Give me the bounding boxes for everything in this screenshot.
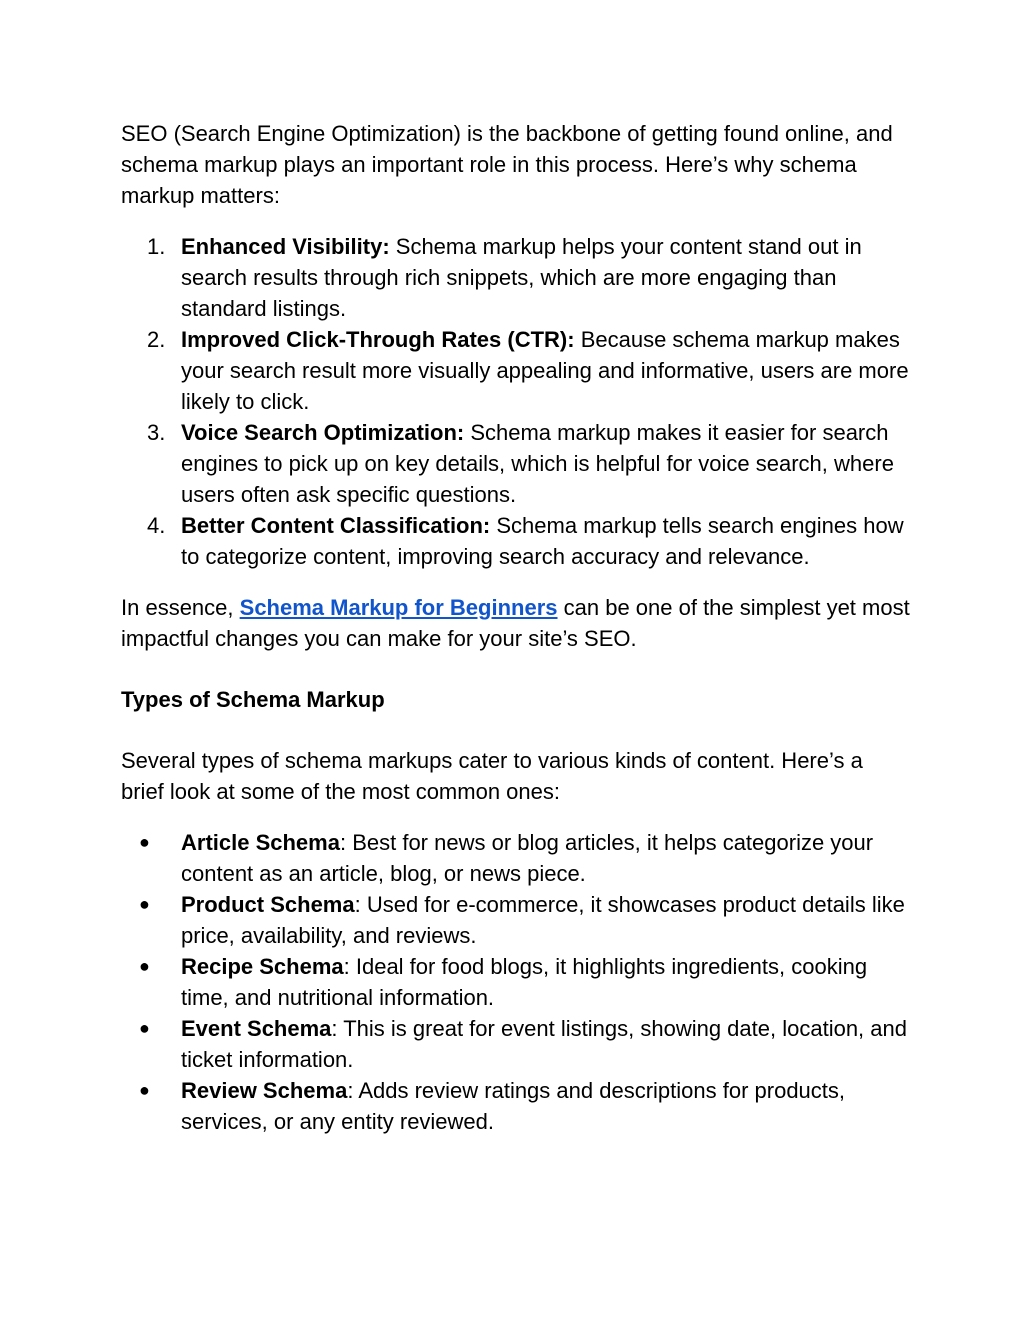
bullet-icon: ● [139, 832, 150, 852]
type-text: : This is great for event listings, showing date, location, and ticket information. [181, 1016, 907, 1072]
document-page [121, 118, 911, 1137]
benefit-text: Schema markup tells search engines how to categorize content, improving search accuracy and relevance. [181, 513, 904, 569]
type-title: Review Schema [181, 1078, 348, 1103]
type-text: : Best for news or blog articles, it helps categorize your content as an article, blog, or news piece. [181, 830, 874, 886]
type-text: : Adds review ratings and descriptions for products, services, or any entity reviewed. [181, 1078, 846, 1134]
section-heading: Types of Schema Markup [121, 687, 385, 712]
essence-before: In essence, [121, 595, 240, 620]
benefit-title: Voice Search Optimization: [181, 420, 465, 445]
list-item [121, 417, 911, 510]
list-number: 3. [147, 420, 166, 445]
list-item [121, 951, 911, 1013]
type-text: : Used for e-commerce, it showcases product details like price, availability, and reviews. [181, 892, 905, 948]
list-item [121, 1075, 911, 1137]
type-title: Product Schema [181, 892, 355, 917]
benefit-text: Schema markup helps your content stand out in search results through rich snippets, which are more engaging than standard listings. [181, 234, 862, 321]
bullet-icon: ● [139, 894, 150, 914]
benefit-text: Because schema markup makes your search result more visually appealing and informative, users are more likely to click. [181, 327, 909, 414]
schema-types-list [121, 827, 911, 1137]
list-item [121, 231, 911, 324]
list-number: 1. [147, 234, 166, 259]
benefit-text: Schema markup makes it easier for search engines to pick up on key details, which is helpful for voice search, where users often ask specific questions. [181, 420, 894, 507]
list-item [121, 510, 911, 572]
benefit-title: Enhanced Visibility: [181, 234, 390, 259]
bullet-icon: ● [139, 956, 150, 976]
types-intro-paragraph: Several types of schema markups cater to various kinds of content. Here’s a brief look at some of the most common ones: [121, 748, 863, 804]
type-title: Event Schema [181, 1016, 332, 1041]
essence-after: can be one of the simplest yet most impactful changes you can make for your site’s SEO. [121, 595, 910, 651]
type-title: Article Schema [181, 830, 340, 855]
list-number: 4. [147, 513, 166, 538]
benefit-title: Better Content Classification: [181, 513, 491, 538]
list-item [121, 1013, 911, 1075]
list-number: 2. [147, 327, 166, 352]
essence-paragraph [121, 592, 911, 654]
list-item [121, 324, 911, 417]
benefit-title: Improved Click-Through Rates (CTR): [181, 327, 575, 352]
bullet-icon: ● [139, 1018, 150, 1038]
list-item [121, 889, 911, 951]
schema-markup-beginners-link[interactable]: Schema Markup for Beginners [239, 595, 558, 620]
bullet-icon: ● [139, 1080, 150, 1100]
benefits-list [121, 231, 911, 572]
intro-paragraph: SEO (Search Engine Optimization) is the backbone of getting found online, and schema markup plays an important role in this process. Here’s why schema markup matters: [121, 121, 893, 208]
type-text: : Ideal for food blogs, it highlights ingredients, cooking time, and nutritional information. [181, 954, 868, 1010]
list-item [121, 827, 911, 889]
type-title: Recipe Schema [181, 954, 344, 979]
